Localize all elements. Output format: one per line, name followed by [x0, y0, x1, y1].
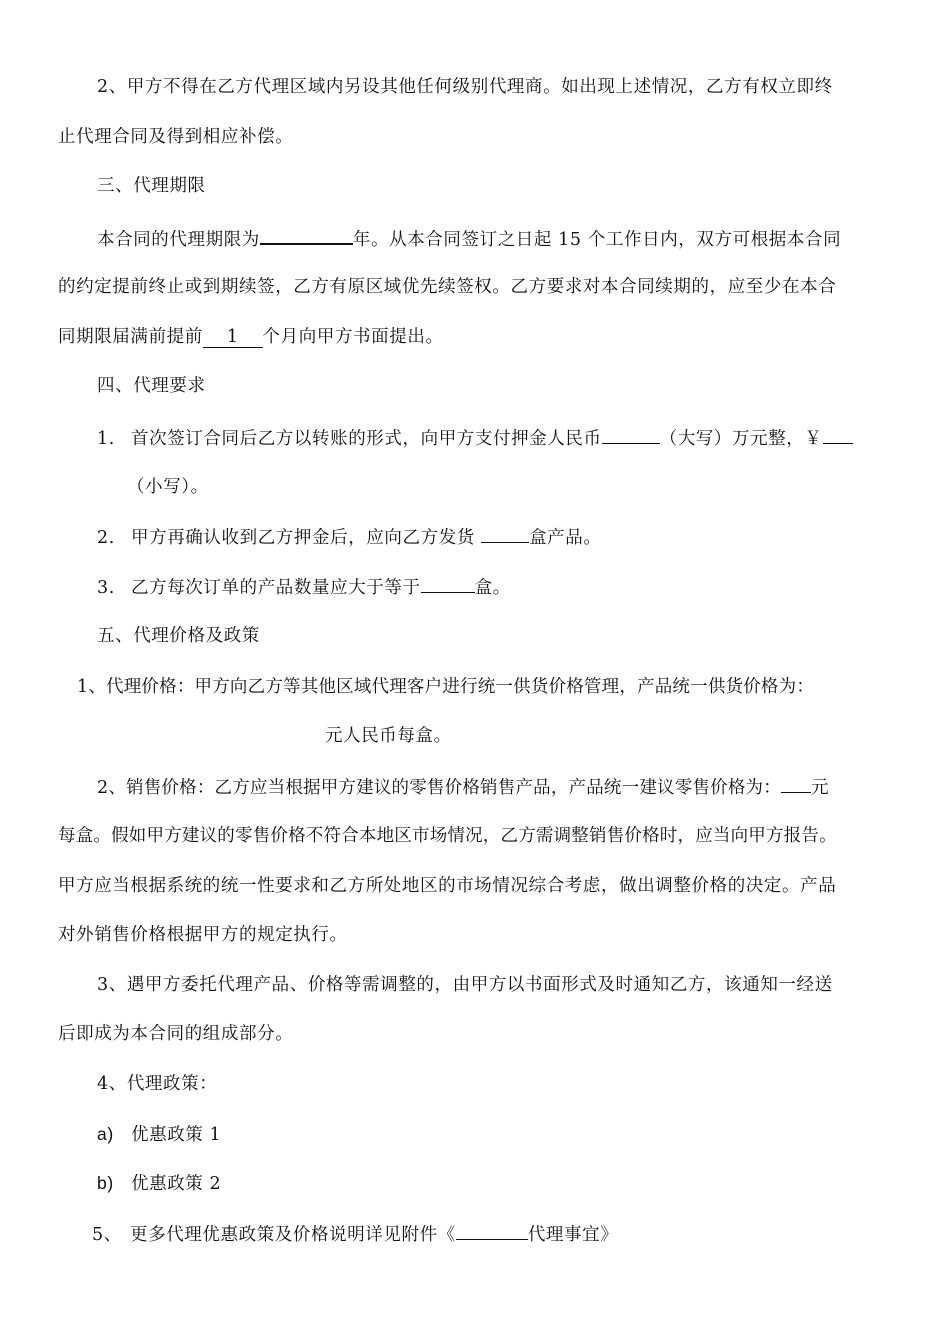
clause-2-text-2: 止代理合同及得到相应补偿。 [58, 127, 294, 147]
price-2-line-1 [97, 774, 829, 800]
req-1-text-a: 首次签订合同后乙方以转账的形式，向甲方支付押金人民币 [131, 429, 602, 449]
min-order-boxes-blank[interactable] [421, 574, 475, 593]
section-5-heading [97, 624, 260, 648]
term-years-blank[interactable] [260, 225, 353, 245]
term-text-1a: 本合同的代理期限为 [97, 230, 260, 250]
req-2-text-b: 盒产品。 [529, 528, 602, 548]
price-2-line-3 [58, 874, 836, 898]
price-3-line-2 [58, 1022, 293, 1046]
retail-price-blank[interactable] [781, 774, 811, 793]
price-2-text-b: 每盒。假如甲方建议的零售价格不符合本地区市场情况，乙方需调整销售价格时，应当向甲方报告。 [58, 826, 837, 846]
req-3-line [97, 574, 511, 600]
req-2-line [97, 524, 601, 550]
clause-2-line-2 [58, 125, 293, 149]
section-3-title: 三、代理期限 [97, 176, 206, 196]
deposit-uppercase-blank[interactable] [602, 425, 660, 444]
req-2-number: 2. [97, 528, 115, 548]
price-3-text-b: 后即成为本合同的组成部分。 [58, 1024, 294, 1044]
req-3-text-a: 乙方每次订单的产品数量应大于等于 [131, 578, 421, 598]
section-3-heading [97, 174, 206, 198]
price-5-text-a: 更多代理优惠政策及价格说明详见附件《 [130, 1225, 456, 1245]
term-text-3b: 个月向甲方书面提出。 [262, 327, 444, 347]
section-4-title: 四、代理要求 [97, 376, 206, 396]
first-shipment-boxes-blank[interactable] [481, 524, 529, 543]
req-1-text-c: （小写）。 [127, 477, 209, 497]
req-1-line-2 [127, 475, 209, 499]
policy-a-label: a) [97, 1124, 114, 1144]
req-3-number: 3. [97, 578, 115, 598]
price-5-text-b: 代理事宜》 [527, 1225, 619, 1245]
req-1-line-1 [97, 425, 853, 451]
term-text-1b: 年。从本合同签订之日起 15 个工作日内，双方可根据本合同 [352, 230, 842, 250]
req-1-text-b: （大写）万元整，￥ [659, 429, 823, 449]
req-2-text-a: 甲方再确认收到乙方押金后，应向乙方发货 [131, 528, 482, 548]
policy-a-line [97, 1122, 221, 1147]
term-line-2 [58, 275, 836, 299]
price-3-line-1 [97, 973, 833, 997]
clause-2-text-1: 2、甲方不得在乙方代理区域内另设其他任何级别代理商。如出现上述情况，乙方有权立即终 [97, 77, 833, 97]
price-4-line [97, 1072, 217, 1096]
price-4-text: 4、代理政策： [97, 1074, 218, 1094]
section-4-heading [97, 374, 206, 398]
section-5-title: 五、代理价格及政策 [97, 626, 260, 646]
policy-b-line [97, 1171, 221, 1196]
appendix-name-blank[interactable] [456, 1221, 528, 1240]
term-text-2: 的约定提前终止或到期续签，乙方有原区域优先续签权。乙方要求对本合同续期的，应至少在本合 [58, 277, 837, 297]
price-1-text-a: 1、代理价格：甲方向乙方等其他区域代理客户进行统一供货价格管理，产品统一供货价格为： [77, 677, 815, 697]
price-2-text-c: 甲方应当根据系统的统一性要求和乙方所处地区的市场情况综合考虑，做出调整价格的决定。产品 [58, 876, 837, 896]
term-line-3 [58, 325, 444, 349]
price-1-line-1 [77, 675, 814, 699]
price-2-text-a2: 元 [810, 778, 829, 798]
price-2-line-2 [58, 824, 837, 848]
clause-2-line-1 [97, 75, 833, 99]
term-text-3a: 同期限届满前提前 [58, 327, 203, 347]
req-1-number: 1. [97, 429, 115, 449]
policy-b-text: 优惠政策 2 [131, 1174, 222, 1194]
price-5-number: 5、 [92, 1225, 122, 1245]
term-line-1 [97, 225, 841, 252]
policy-a-text: 优惠政策 1 [131, 1125, 222, 1145]
price-1-text-b: 元人民币每盒。 [325, 726, 452, 746]
price-1-line-2 [325, 724, 452, 748]
price-2-text-d: 对外销售价格根据甲方的规定执行。 [58, 925, 348, 945]
price-2-text-a1: 2、销售价格：乙方应当根据甲方建议的零售价格销售产品，产品统一建议零售价格为： [97, 778, 781, 798]
price-2-line-4 [58, 923, 348, 947]
policy-b-label: b) [97, 1173, 114, 1193]
req-3-text-b: 盒。 [474, 578, 511, 598]
deposit-lowercase-blank[interactable] [823, 425, 853, 444]
price-3-text-a: 3、遇甲方委托代理产品、价格等需调整的，由甲方以书面形式及时通知乙方，该通知一经送 [97, 975, 833, 995]
notice-months-field[interactable]: 1 [203, 327, 263, 348]
price-5-line [92, 1221, 618, 1247]
